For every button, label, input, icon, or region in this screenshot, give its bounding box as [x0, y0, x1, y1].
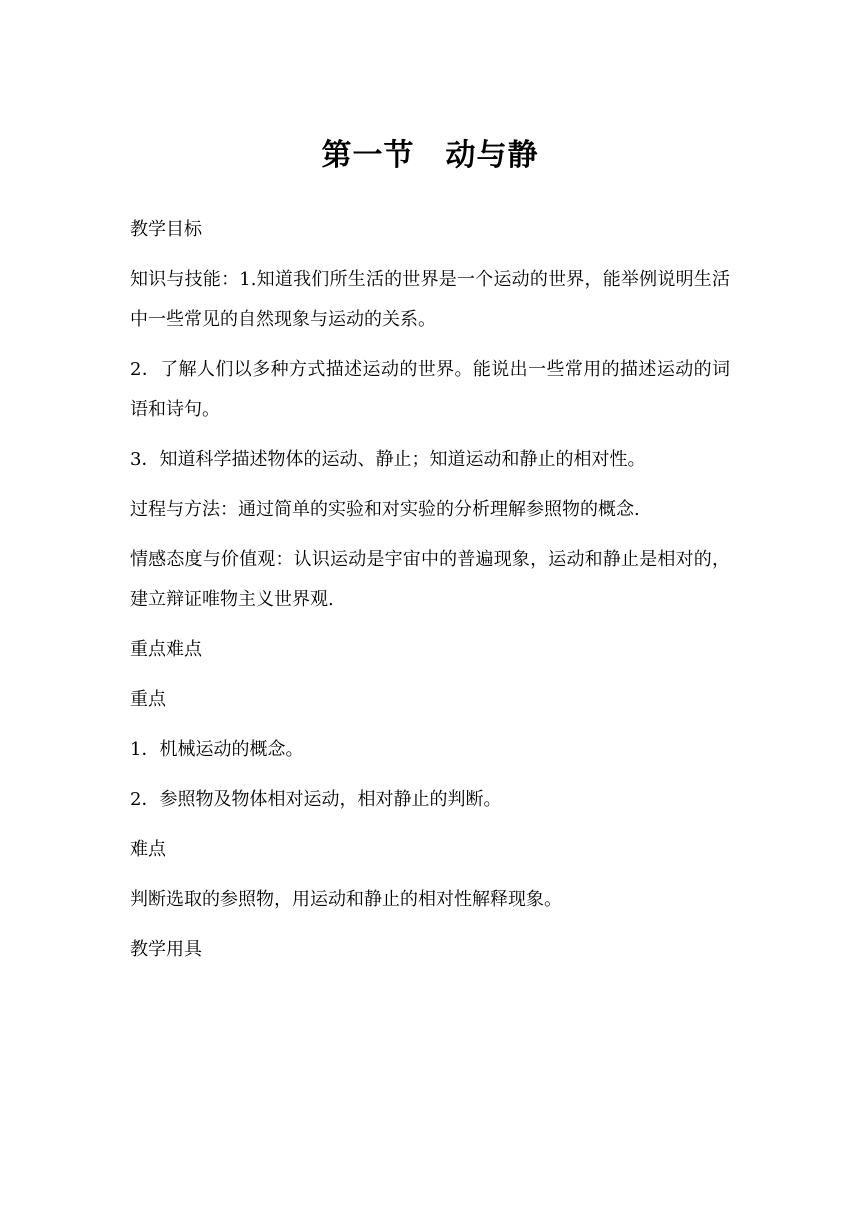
subheading-key-points: 重点 — [130, 689, 166, 710]
section-heading-teaching-tools: 教学用具 — [130, 939, 202, 960]
key-point-1: 1．机械运动的概念。 — [130, 739, 304, 760]
paragraph-knowledge-skills: 知识与技能：1.知道我们所生活的世界是一个运动的世界，能举例说明生活中一些常见的自然现象与运动的关系。 — [130, 269, 730, 330]
document-body — [130, 210, 730, 980]
page-title: 第一节 动与静 — [321, 138, 539, 173]
key-point-2: 2．参照物及物体相对运动，相对静止的判断。 — [130, 789, 502, 810]
difficult-point-1: 判断选取的参照物，用运动和静止的相对性解释现象。 — [130, 889, 562, 910]
section-heading-objectives: 教学目标 — [130, 219, 202, 240]
paragraph-item-3: 3．知道科学描述物体的运动、静止；知道运动和静止的相对性。 — [130, 449, 646, 470]
paragraph-item-2: 2．了解人们以多种方式描述运动的世界。能说出一些常用的描述运动的词语和诗句。 — [130, 359, 730, 420]
section-heading-key-difficult: 重点难点 — [130, 639, 202, 660]
subheading-difficult-points: 难点 — [130, 839, 166, 860]
paragraph-attitude-values: 情感态度与价值观：认识运动是宇宙中的普遍现象，运动和静止是相对的，建立辩证唯物主义世界观. — [130, 549, 730, 610]
paragraph-process-method: 过程与方法：通过简单的实验和对实验的分析理解参照物的概念. — [130, 499, 640, 520]
